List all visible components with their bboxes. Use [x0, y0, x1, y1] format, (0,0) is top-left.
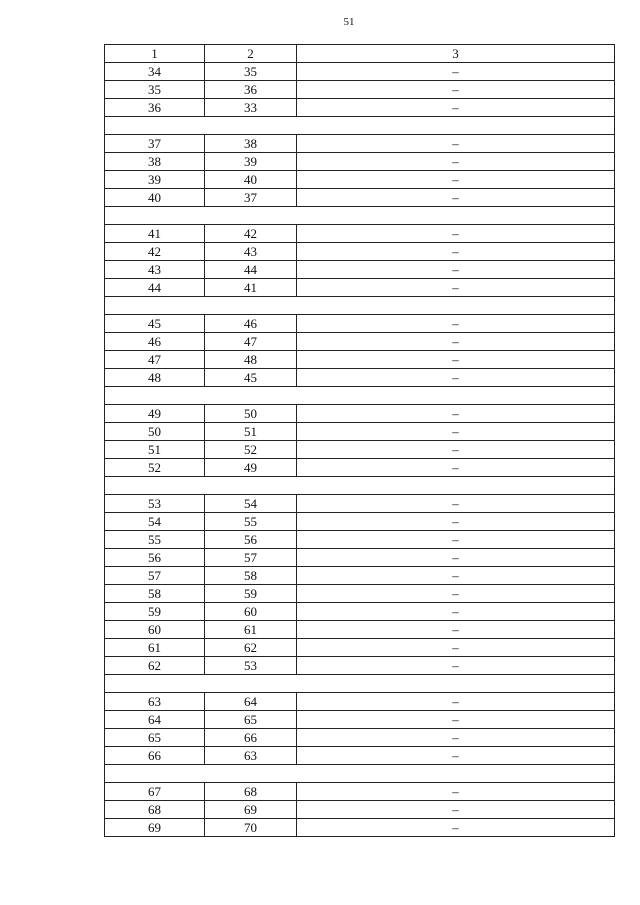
table-cell-col-1: 68 — [105, 801, 205, 819]
table-row — [105, 261, 615, 279]
table-row — [105, 279, 615, 297]
group-separator-row — [105, 477, 615, 495]
table-cell-col-1: 63 — [105, 693, 205, 711]
table-cell-col-2: 54 — [205, 495, 297, 513]
table-cell-col-3: – — [297, 423, 615, 441]
table-cell-col-1: 44 — [105, 279, 205, 297]
table-cell-col-3: – — [297, 333, 615, 351]
table-row — [105, 819, 615, 837]
table-row — [105, 171, 615, 189]
table-cell-col-2: 59 — [205, 585, 297, 603]
table-cell-col-3: – — [297, 351, 615, 369]
table-cell-col-3: – — [297, 243, 615, 261]
table-row — [105, 729, 615, 747]
table-cell-col-2: 61 — [205, 621, 297, 639]
table-header-row — [105, 45, 615, 63]
group-separator-row — [105, 117, 615, 135]
table-cell-col-2: 47 — [205, 333, 297, 351]
table-row — [105, 693, 615, 711]
table-cell-col-1: 65 — [105, 729, 205, 747]
group-separator-row — [105, 387, 615, 405]
group-separator-cell — [105, 387, 615, 405]
table-row — [105, 351, 615, 369]
table-row — [105, 81, 615, 99]
table-cell-col-1: 56 — [105, 549, 205, 567]
table-cell-col-2: 66 — [205, 729, 297, 747]
table-cell-col-2: 63 — [205, 747, 297, 765]
table-cell-col-3: – — [297, 459, 615, 477]
table-cell-col-1: 55 — [105, 531, 205, 549]
table-row — [105, 783, 615, 801]
table-row — [105, 63, 615, 81]
group-separator-cell — [105, 117, 615, 135]
table-cell-col-2: 51 — [205, 423, 297, 441]
table-cell-col-1: 54 — [105, 513, 205, 531]
table-cell-col-3: – — [297, 495, 615, 513]
group-separator-cell — [105, 765, 615, 783]
table-row — [105, 459, 615, 477]
table-cell-col-2: 65 — [205, 711, 297, 729]
table-cell-col-1: 40 — [105, 189, 205, 207]
table-cell-col-3: – — [297, 801, 615, 819]
group-separator-cell — [105, 297, 615, 315]
table-row — [105, 423, 615, 441]
table-row — [105, 711, 615, 729]
table-cell-col-1: 39 — [105, 171, 205, 189]
table-cell-col-3: – — [297, 819, 615, 837]
table-cell-col-2: 44 — [205, 261, 297, 279]
table-cell-col-2: 60 — [205, 603, 297, 621]
table-row — [105, 243, 615, 261]
table-cell-col-3: – — [297, 513, 615, 531]
table-cell-col-1: 66 — [105, 747, 205, 765]
table-cell-col-3: – — [297, 711, 615, 729]
table-cell-col-1: 59 — [105, 603, 205, 621]
table-cell-col-2: 42 — [205, 225, 297, 243]
table-cell-col-1: 37 — [105, 135, 205, 153]
table-cell-col-3: – — [297, 747, 615, 765]
table-cell-col-3: – — [297, 225, 615, 243]
table-cell-col-3: – — [297, 585, 615, 603]
table-row — [105, 99, 615, 117]
table-cell-col-2: 53 — [205, 657, 297, 675]
table-cell-col-2: 43 — [205, 243, 297, 261]
table-cell-col-3: – — [297, 567, 615, 585]
group-separator-cell — [105, 477, 615, 495]
group-separator-row — [105, 675, 615, 693]
table-cell-col-3: – — [297, 639, 615, 657]
table-cell-col-2: 56 — [205, 531, 297, 549]
table-cell-col-3: – — [297, 369, 615, 387]
group-separator-cell — [105, 675, 615, 693]
table-cell-col-2: 68 — [205, 783, 297, 801]
table-cell-col-2: 46 — [205, 315, 297, 333]
table-row — [105, 189, 615, 207]
table-cell-col-3: – — [297, 99, 615, 117]
table-cell-col-2: 64 — [205, 693, 297, 711]
table-cell-col-2: 49 — [205, 459, 297, 477]
table-cell-col-1: 42 — [105, 243, 205, 261]
table-cell-col-1: 41 — [105, 225, 205, 243]
table-cell-col-2: 57 — [205, 549, 297, 567]
table-row — [105, 657, 615, 675]
table-row — [105, 639, 615, 657]
table-cell-col-3: – — [297, 63, 615, 81]
table-row — [105, 549, 615, 567]
table-cell-col-1: 38 — [105, 153, 205, 171]
table-cell-col-1: 58 — [105, 585, 205, 603]
table-row — [105, 135, 615, 153]
table-row — [105, 333, 615, 351]
table-cell-col-2: 50 — [205, 405, 297, 423]
table-cell-col-1: 69 — [105, 819, 205, 837]
table-row — [105, 585, 615, 603]
table-cell-col-2: 40 — [205, 171, 297, 189]
table-row — [105, 603, 615, 621]
table-cell-col-3: – — [297, 621, 615, 639]
table-cell-col-1: 60 — [105, 621, 205, 639]
table-cell-col-2: 37 — [205, 189, 297, 207]
table-cell-col-3: – — [297, 135, 615, 153]
table-cell-col-1: 67 — [105, 783, 205, 801]
header-cell-2: 2 — [205, 45, 297, 63]
table-cell-col-3: – — [297, 729, 615, 747]
table-cell-col-2: 33 — [205, 99, 297, 117]
table-cell-col-1: 61 — [105, 639, 205, 657]
table-row — [105, 315, 615, 333]
group-separator-row — [105, 207, 615, 225]
table-cell-col-3: – — [297, 315, 615, 333]
table-cell-col-2: 69 — [205, 801, 297, 819]
table-cell-col-2: 39 — [205, 153, 297, 171]
table-cell-col-3: – — [297, 603, 615, 621]
table-cell-col-3: – — [297, 549, 615, 567]
table-cell-col-3: – — [297, 657, 615, 675]
table-row — [105, 441, 615, 459]
table-cell-col-1: 43 — [105, 261, 205, 279]
table-cell-col-1: 50 — [105, 423, 205, 441]
table-row — [105, 621, 615, 639]
group-separator-row — [105, 765, 615, 783]
table-cell-col-2: 62 — [205, 639, 297, 657]
table-body — [105, 45, 615, 837]
table-cell-col-1: 52 — [105, 459, 205, 477]
table-row — [105, 495, 615, 513]
group-separator-row — [105, 297, 615, 315]
table-cell-col-1: 46 — [105, 333, 205, 351]
table-row — [105, 531, 615, 549]
table-cell-col-1: 34 — [105, 63, 205, 81]
table-cell-col-2: 45 — [205, 369, 297, 387]
table-cell-col-3: – — [297, 279, 615, 297]
table-cell-col-3: – — [297, 405, 615, 423]
table-cell-col-2: 52 — [205, 441, 297, 459]
table-cell-col-1: 62 — [105, 657, 205, 675]
table-cell-col-2: 55 — [205, 513, 297, 531]
table-cell-col-2: 58 — [205, 567, 297, 585]
table-row — [105, 747, 615, 765]
header-cell-3: 3 — [297, 45, 615, 63]
table-cell-col-2: 38 — [205, 135, 297, 153]
table-cell-col-1: 45 — [105, 315, 205, 333]
table-row — [105, 225, 615, 243]
table-cell-col-2: 35 — [205, 63, 297, 81]
header-cell-1: 1 — [105, 45, 205, 63]
table-row — [105, 405, 615, 423]
table-cell-col-3: – — [297, 153, 615, 171]
table-cell-col-2: 48 — [205, 351, 297, 369]
table-row — [105, 513, 615, 531]
table-cell-col-1: 35 — [105, 81, 205, 99]
table-cell-col-1: 47 — [105, 351, 205, 369]
table-row — [105, 801, 615, 819]
table-cell-col-1: 51 — [105, 441, 205, 459]
group-separator-cell — [105, 207, 615, 225]
page-number: 51 — [343, 16, 355, 28]
table-cell-col-1: 49 — [105, 405, 205, 423]
table-cell-col-3: – — [297, 261, 615, 279]
table-cell-col-3: – — [297, 531, 615, 549]
table-cell-col-1: 48 — [105, 369, 205, 387]
table-cell-col-1: 53 — [105, 495, 205, 513]
table-cell-col-3: – — [297, 693, 615, 711]
table-cell-col-3: – — [297, 783, 615, 801]
table-row — [105, 567, 615, 585]
data-table — [104, 44, 615, 837]
table-cell-col-1: 36 — [105, 99, 205, 117]
table-cell-col-3: – — [297, 189, 615, 207]
table-cell-col-1: 64 — [105, 711, 205, 729]
table-cell-col-1: 57 — [105, 567, 205, 585]
table-cell-col-2: 36 — [205, 81, 297, 99]
table-row — [105, 369, 615, 387]
table-cell-col-2: 70 — [205, 819, 297, 837]
table-cell-col-3: – — [297, 441, 615, 459]
table-cell-col-3: – — [297, 171, 615, 189]
table-cell-col-3: – — [297, 81, 615, 99]
table-cell-col-2: 41 — [205, 279, 297, 297]
table-row — [105, 153, 615, 171]
